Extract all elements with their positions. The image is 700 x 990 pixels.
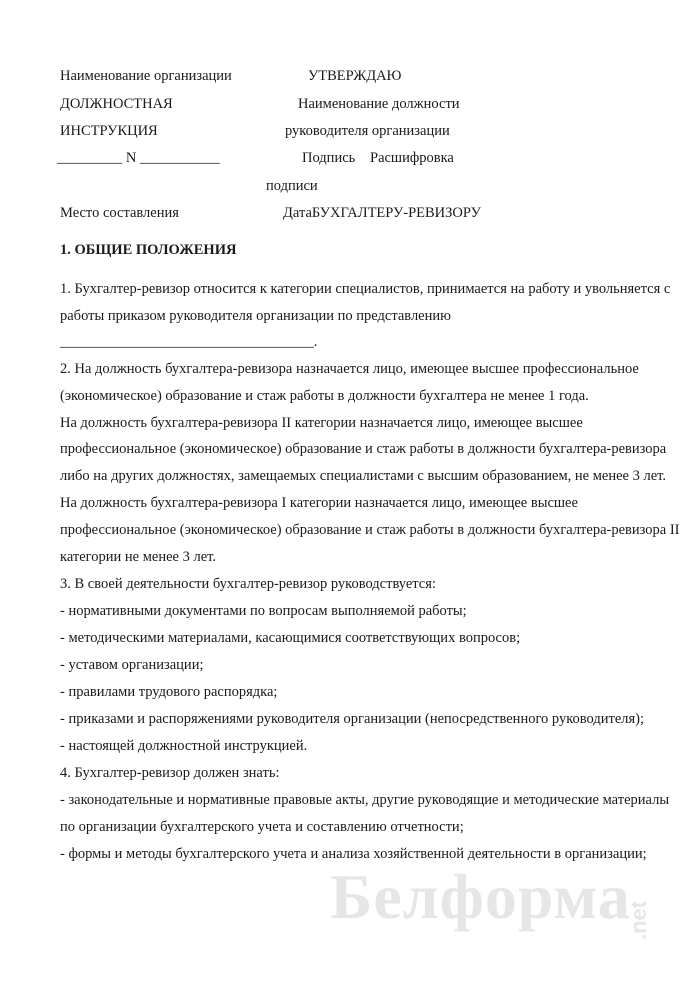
list-item: - уставом организации; <box>60 657 204 673</box>
position-name-label: Наименование должности <box>298 96 460 112</box>
head-of-org-label: руководителя организации <box>285 123 450 139</box>
list-item: - настоящей должностной инструкцией. <box>60 738 308 754</box>
paragraph-line: работы приказом руководителя организации по представлению <box>60 308 451 324</box>
watermark-logo: Белформа <box>330 861 631 932</box>
watermark-suffix: .net <box>626 900 651 940</box>
list-item: - методическими материалами, касающимися соответствующих вопросов; <box>60 630 521 646</box>
list-item: - законодательные и нормативные правовые акты, другие руководящие и методические материалы <box>60 792 670 808</box>
signature-label: Подпись <box>302 150 356 166</box>
doc-type-line-1: ДОЛЖНОСТНАЯ <box>60 96 173 112</box>
org-name-label: Наименование организации <box>60 68 232 84</box>
paragraph-line: категории не менее 3 лет. <box>60 549 216 565</box>
paragraph-line: 4. Бухгалтер-ревизор должен знать: <box>60 765 280 781</box>
paragraph-line: 1. Бухгалтер-ревизор относится к категории специалистов, принимается на работу и увольняется с <box>60 281 671 297</box>
section-title: 1. ОБЩИЕ ПОЛОЖЕНИЯ <box>60 242 237 258</box>
paragraph-line: 3. В своей деятельности бухгалтер-ревизор руководствуется: <box>60 576 436 592</box>
place-label: Место составления <box>60 205 179 221</box>
paragraph-line: профессиональное (экономическое) образование и стаж работы в должности бухгалтера-ревизора II <box>60 522 680 538</box>
paragraph-line: либо на других должностях, замещаемых специалистами с высшим образованием, не менее 3 лет. <box>60 468 667 484</box>
paragraph-line: (экономическое) образование и стаж работы в должности бухгалтера не менее 1 года. <box>60 388 589 404</box>
list-item: - правилами трудового распорядка; <box>60 684 278 700</box>
paragraph-line: профессиональное (экономическое) образование и стаж работы в должности бухгалтера-ревизора <box>60 441 667 457</box>
list-item: по организации бухгалтерского учета и составлению отчетности; <box>60 819 464 835</box>
paragraph-line: ___________________________________. <box>60 334 318 350</box>
list-item: - нормативными документами по вопросам выполняемой работы; <box>60 603 467 619</box>
paragraph-line: На должность бухгалтера-ревизора II категории назначается лицо, имеющее высшее <box>60 415 583 431</box>
list-item: - формы и методы бухгалтерского учета и анализа хозяйственной деятельности в организации; <box>60 846 647 862</box>
document-number-line: _________ N ___________ <box>57 150 220 166</box>
approve-label: УТВЕРЖДАЮ <box>308 68 402 84</box>
doc-type-line-2: ИНСТРУКЦИЯ <box>60 123 158 139</box>
paragraph-line: На должность бухгалтера-ревизора I категории назначается лицо, имеющее высшее <box>60 495 578 511</box>
list-item: - приказами и распоряжениями руководителя организации (непосредственного руководителя); <box>60 711 645 727</box>
signature-of-label: подписи <box>266 178 318 194</box>
paragraph-line: 2. На должность бухгалтера-ревизора назначается лицо, имеющее высшее профессиональное <box>60 361 639 377</box>
date-title-label: ДатаБУХГАЛТЕРУ-РЕВИЗОРУ <box>283 205 481 221</box>
decoding-label: Расшифровка <box>370 150 454 166</box>
